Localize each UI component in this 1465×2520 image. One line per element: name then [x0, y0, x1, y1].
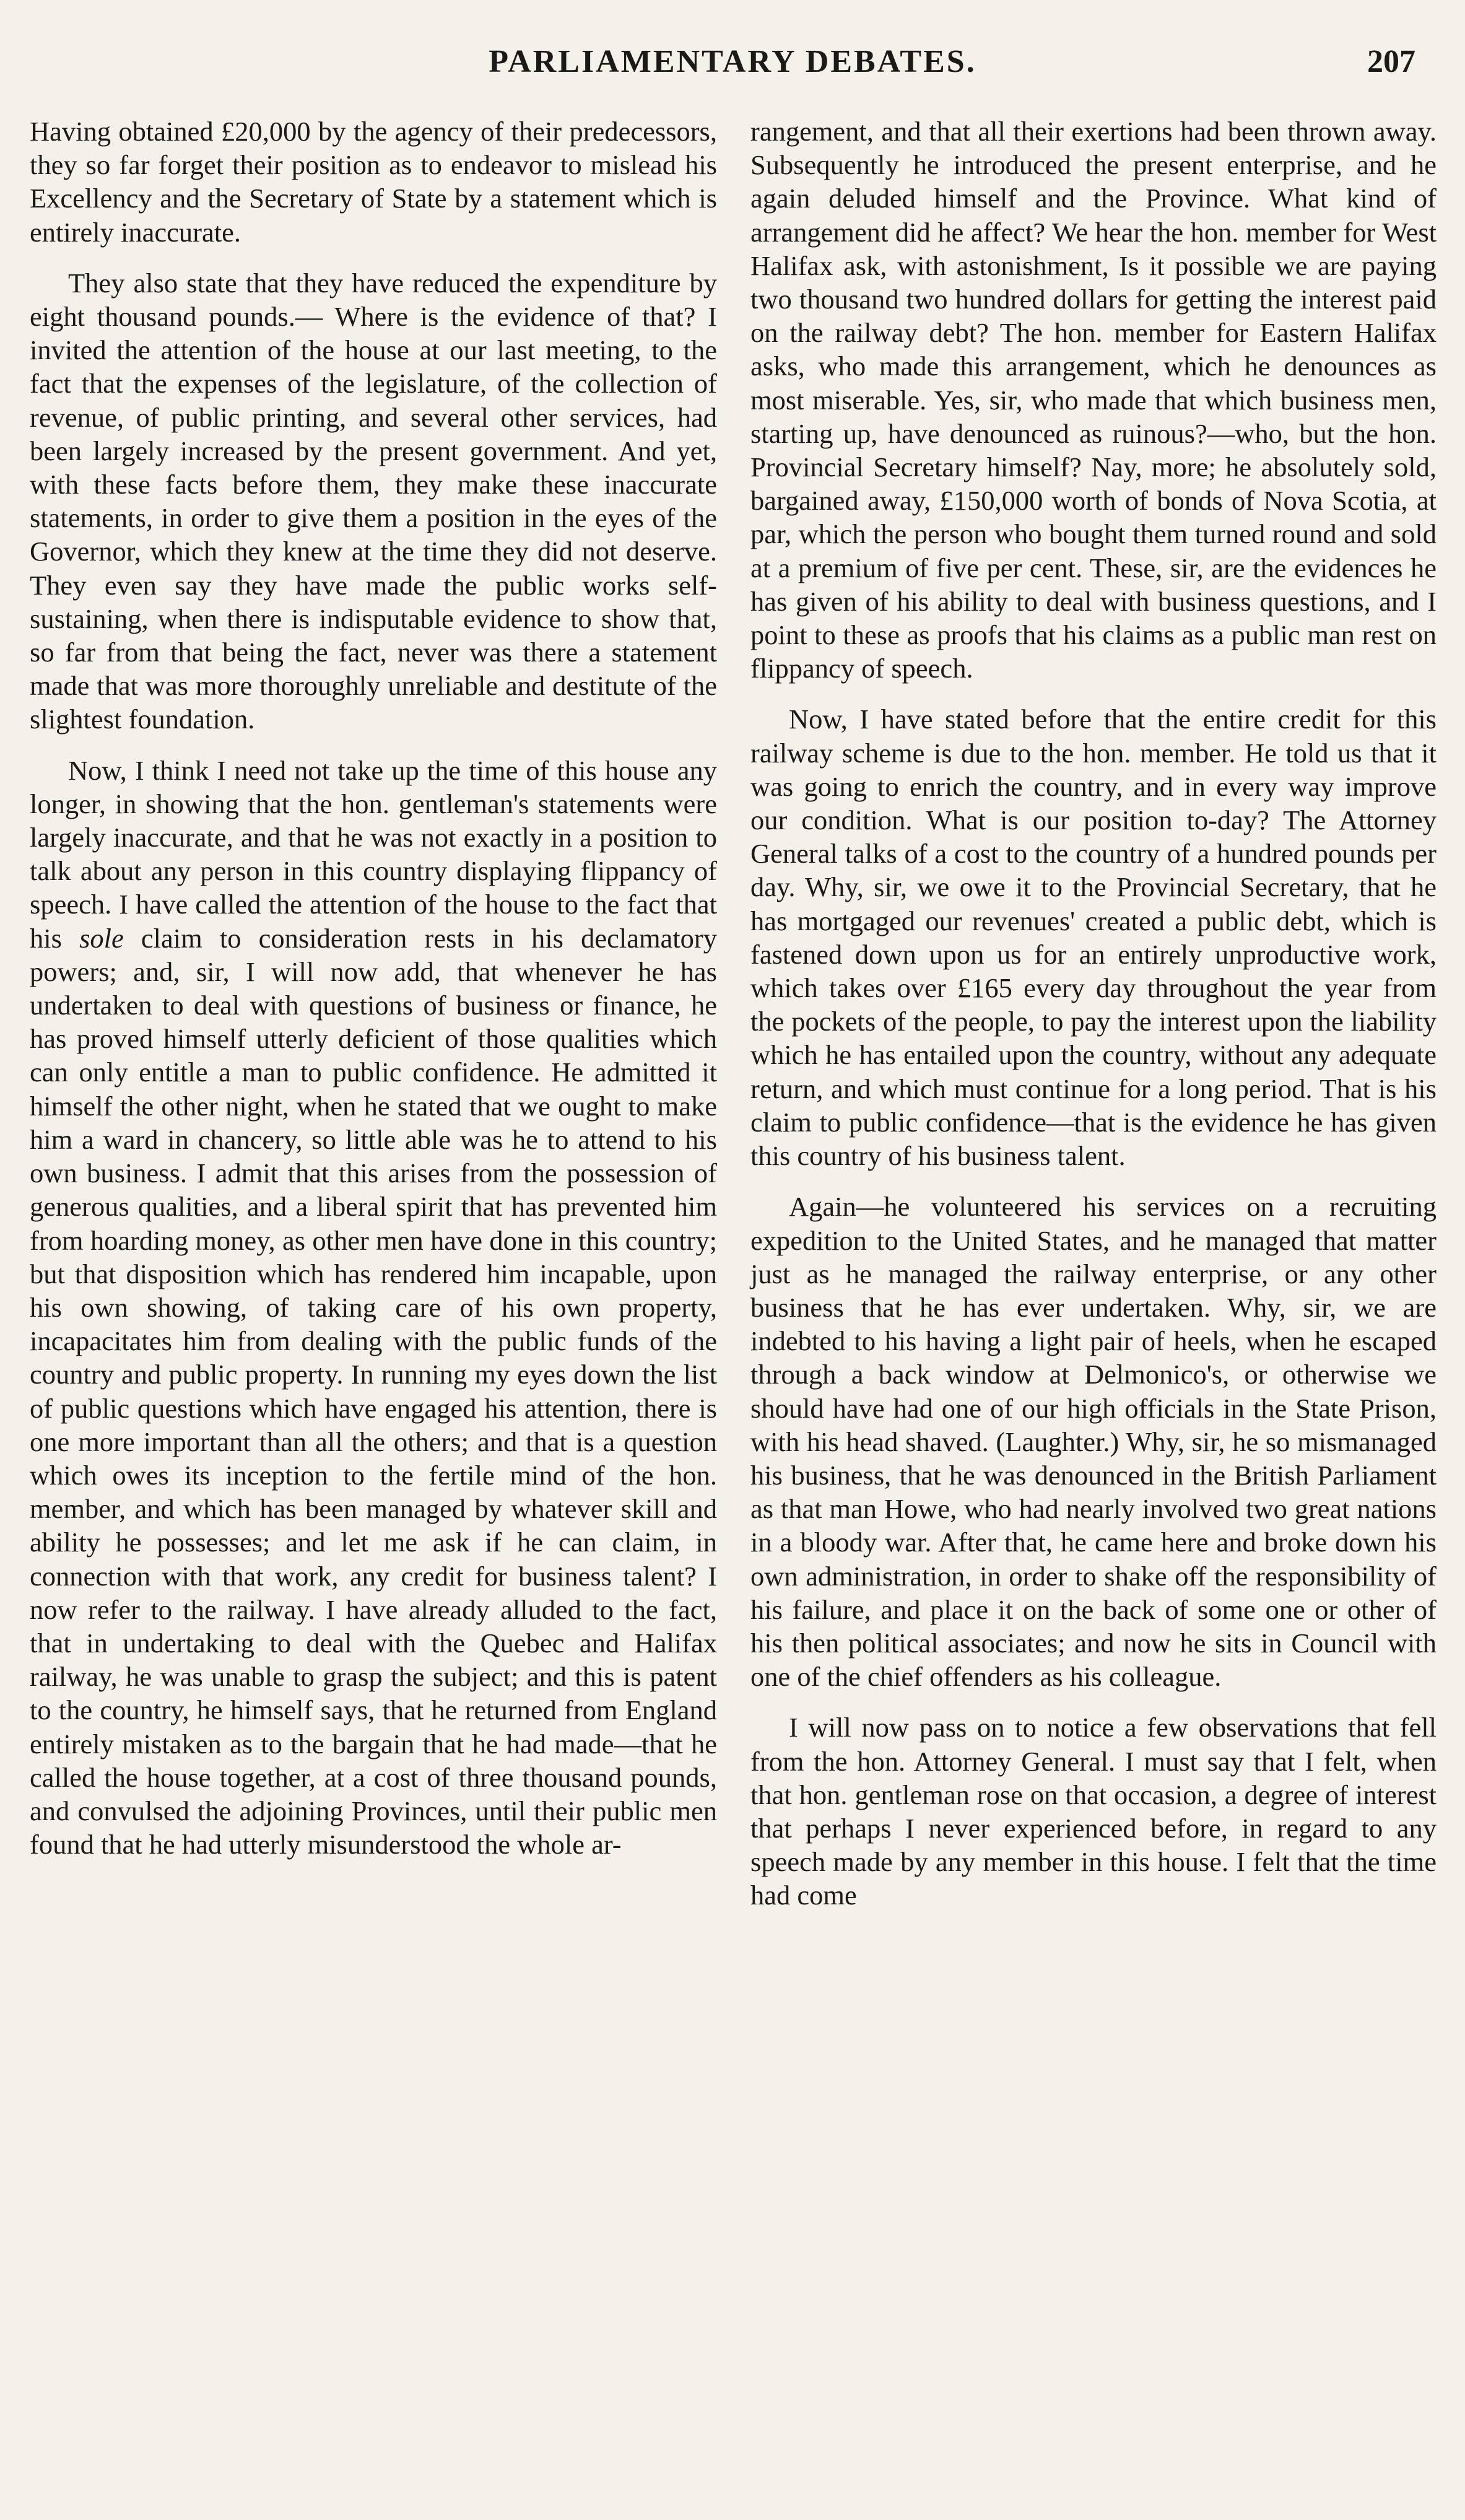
paragraph: rangement, and that all their exertions had been thrown away. Subsequently he introduced the present enterprise, and he again deluded himself and the Province. What kind of arrangement did he affect? We hear the hon. member for West Halifax ask, with astonishment, Is it possible we are paying two thousand two hundred dollars for getting the interest paid on the railway debt? The hon. member for Eastern Halifax asks, who made this arrangement, which he denounces as most miserable. Yes, sir, who made that which business men, starting up, have denounced as ruinous?—who, but the hon. Provincial Secretary himself? Nay, more; he absolutely sold, bargained away, £150,000 worth of bonds of Nova Scotia, at par, which the person who bought them turned round and sold at a premium of five per cent. These, sir, are the evidences he has given of his ability to deal with business questions, and I point to these as proofs that his claims as a public man rest on flippancy of speech.	[750, 116, 1437, 684]
paragraph: They also state that they have reduced the expenditure by eight thousand pounds.— Where is the evidence of that? I invited the attention of the house at our last meeting, to the fact that the expenses of the legislature, of the collection of revenue, of public printing, and several other services, had been largely increased by the present government. And yet, with these facts before them, they make these inaccurate statements, in order to give them a position in the eyes of the Governor, which they knew at the time they did not deserve. They even say they have made the public works self-sustaining, when there is indisputable evidence to show that, so far from that being the fact, never was there a statement made that was more thoroughly unreliable and destitute of the slightest foundation.	[30, 267, 717, 735]
emphasized-word: sole	[79, 922, 124, 954]
running-title: PARLIAMENTARY DEBATES.	[489, 44, 976, 79]
page-number: 207	[1367, 44, 1415, 79]
paragraph: Now, I have stated before that the entire credit for this railway scheme is due to the hon. member. He told us that it was going to enrich the country, and in every way improve our condition. What is our position to-day? The Attorney General talks of a cost to the country of a hundred pounds per day. Why, sir, we owe it to the Provincial Secretary, that he has mortgaged our revenues' created a public debt, which is fastened down upon us for an entirely unproductive work, which takes over £165 every day throughout the year from the pockets of the people, to pay the interest upon the liability which he has entailed upon the country, without any adequate return, and which must continue for a long period. That is his claim to public confidence—that is the evidence he has given this country of his business talent.	[750, 704, 1437, 1172]
paragraph-text: claim to consideration rests in his declamatory powers; and, sir, I will now add, that whenever he has undertaken to deal with questions of business or finance, he has proved himself utterly deficient of those qualities which can only entitle a man to public confidence. He admitted it himself the other night, when he stated that we ought to make him a ward in chancery, so little able was he to attend to his own business. I admit that this arises from the possession of generous qualities, and a liberal spirit that has prevented him from hoarding money, as other men have done in this country; but that disposition which has rendered him incapable, upon his own showing, of taking care of his own property, incapacitates him from dealing with the public funds of the country and public property. In running my eyes down the list of public questions which have engaged his attention, there is one more important than all the others; and that is a question which owes its inception to the fertile mind of the hon. member, and which has been managed by whatever skill and ability he possesses; and let me ask if he can claim, in connection with that work, any credit for business talent? I now refer to the railway. I have already alluded to the fact, that in undertaking to deal with the Quebec and Halifax railway, he was unable to grasp the subject; and this is patent to the country, he himself says, that he returned from England entirely mistaken as to the bargain that he had made—that he called the house together, at a cost of three thousand pounds, and convulsed the adjoining Provinces, until their public men found that he had utterly misunderstood the whole ar-	[30, 922, 717, 1860]
right-column	[750, 115, 1437, 1912]
paragraph: Having obtained £20,000 by the agency of their predecessors, they so far forget their position as to endeavor to mislead his Excellency and the Secretary of State by a statement which is entirely inaccurate.	[30, 116, 717, 248]
paragraph: I will now pass on to notice a few observations that fell from the hon. Attorney General. I must say that I felt, when that hon. gentleman rose on that occasion, a degree of interest that perhaps I never experienced before, in regard to any speech made by any member in this house. I felt that the time had come	[750, 1712, 1437, 1911]
page-header	[0, 43, 1465, 93]
paragraph-text: Now, I think I need not take up the time of this house any longer, in showing that the hon. gentleman's statements were largely inaccurate, and that he was not exactly in a position to talk about any person in this country displaying flippancy of speech. I have called the attention of the house to the fact that his	[30, 754, 717, 954]
left-column	[30, 115, 717, 1861]
paragraph: Again—he volunteered his services on a recruiting expedition to the United States, and he managed that matter just as he managed the railway enterprise, or any other business that he has ever undertaken. Why, sir, we are indebted to his having a light pair of heels, when he escaped through a back window at Delmonico's, or otherwise we should have had one of our high officials in the State Prison, with his head shaved. (Laughter.) Why, sir, he so mismanaged his business, that he was denounced in the British Parliament as that man Howe, who had nearly involved two great nations in a bloody war. After that, he came here and broke down his own administration, in order to shake off the responsibility of his failure, and place it on the back of some one or other of his then political associates; and now he sits in Council with one of the chief offenders as his colleague.	[750, 1191, 1437, 1693]
paragraph	[30, 754, 717, 1862]
